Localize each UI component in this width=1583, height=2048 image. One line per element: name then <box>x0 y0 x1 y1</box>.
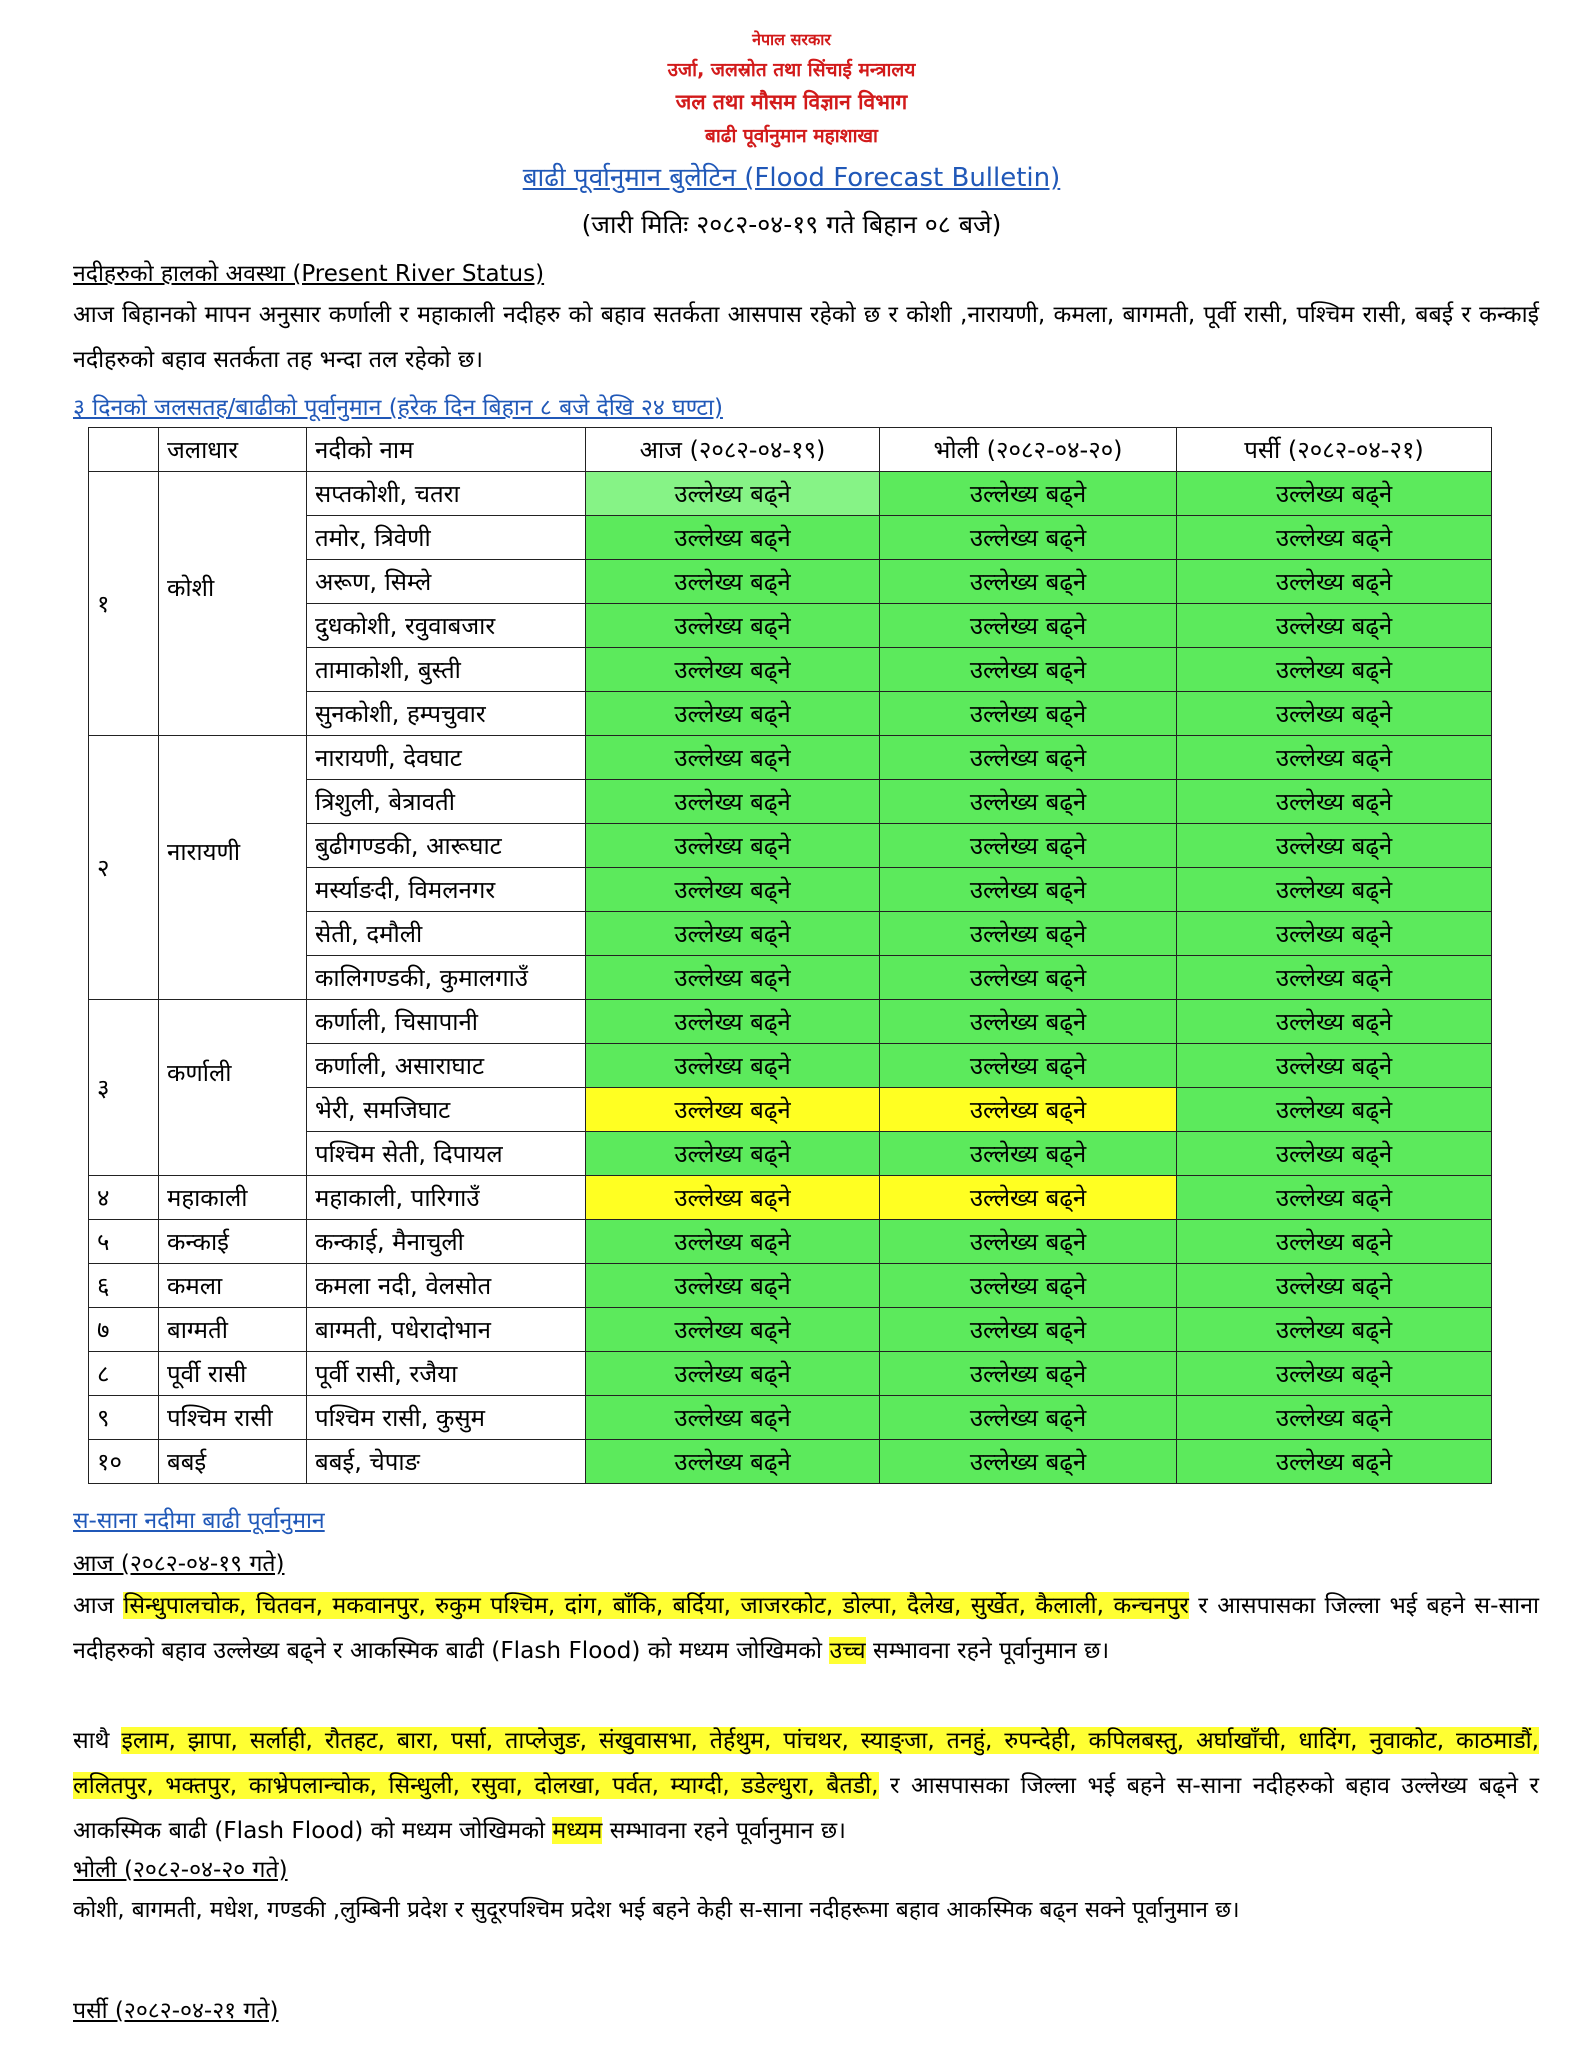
basin-number: ४ <box>89 1176 159 1220</box>
today-forecast-cell: उल्लेख्य बढ्ने <box>586 1088 880 1132</box>
basin-number: ७ <box>89 1308 159 1352</box>
today-forecast-cell: उल्लेख्य बढ्ने <box>586 1264 880 1308</box>
dayafter-forecast-cell: उल्लेख्य बढ्ने <box>1177 516 1492 560</box>
dayafter-forecast-cell: उल्लेख्य बढ्ने <box>1177 692 1492 736</box>
tomorrow-forecast-cell: उल्लेख्य बढ्ने <box>880 868 1177 912</box>
dayafter-forecast-cell: उल्लेख्य बढ्ने <box>1177 736 1492 780</box>
today-forecast-cell: उल्लेख्य बढ्ने <box>586 912 880 956</box>
basin-number: १० <box>89 1440 159 1484</box>
tomorrow-forecast-cell: उल्लेख्य बढ्ने <box>880 692 1177 736</box>
dayafter-forecast-cell: उल्लेख्य बढ्ने <box>1177 956 1492 1000</box>
tomorrow-forecast-cell: उल्लेख्य बढ्ने <box>880 1220 1177 1264</box>
tomorrow-forecast-cell: उल्लेख्य बढ्ने <box>880 1308 1177 1352</box>
table-row <box>89 1352 1492 1396</box>
tomorrow-forecast-cell: उल्लेख्य बढ्ने <box>880 560 1177 604</box>
river-station: कालिगण्डकी, कुमालगाउँ <box>307 956 586 1000</box>
today-forecast-cell: उल्लेख्य बढ्ने <box>586 1132 880 1176</box>
present-status-heading: नदीहरुको हालको अवस्था (Present River Status) <box>73 261 545 287</box>
dayafter-forecast-cell: उल्लेख्य बढ्ने <box>1177 560 1492 604</box>
dayafter-forecast-cell: उल्लेख्य बढ्ने <box>1177 1264 1492 1308</box>
today-forecast-cell: उल्लेख्य बढ्ने <box>586 604 880 648</box>
high-risk-districts: सिन्धुपालचोक, चितवन, मकवानपुर, रुकुम पश्चिम, दांग, बाँकि, बर्दिया, जाजरकोट, डोल्पा, दैलेख, सुर्खेत, कैलाली, कन्चनपुर <box>123 1592 1189 1619</box>
river-station: भेरी, समजिघाट <box>307 1088 586 1132</box>
today-medium-paragraph <box>73 1718 1539 1853</box>
high-risk-level: उच्च <box>829 1637 866 1664</box>
dayafter-forecast-cell: उल्लेख्य बढ्ने <box>1177 1308 1492 1352</box>
river-station: सुनकोशी, हम्पचुवार <box>307 692 586 736</box>
today-high-middle: र आसपासका जिल्ला भई बहने स-साना नदीहरुको बहाव उल्लेख्य बढ्ने र आकस्मिक बाढी (Flash Flood) को मध्यम जोखिमको <box>73 1592 1539 1664</box>
col-today-header: आज (२०८२-०४-१९) <box>586 428 880 472</box>
tomorrow-forecast-cell: उल्लेख्य बढ्ने <box>880 956 1177 1000</box>
tomorrow-forecast-cell: उल्लेख्य बढ्ने <box>880 1440 1177 1484</box>
river-station: महाकाली, पारिगाउँ <box>307 1176 586 1220</box>
today-forecast-cell: उल्लेख्य बढ्ने <box>586 1176 880 1220</box>
today-forecast-cell: उल्लेख्य बढ्ने <box>586 824 880 868</box>
tomorrow-forecast-cell: उल्लेख्य बढ्ने <box>880 472 1177 516</box>
basin-number: ३ <box>89 1000 159 1176</box>
basin-name: कमला <box>159 1264 307 1308</box>
forecast-table <box>88 427 1492 1484</box>
division-name: बाढी पूर्वानुमान महाशाखा <box>705 125 878 147</box>
dayafter-forecast-cell: उल्लेख्य बढ्ने <box>1177 1176 1492 1220</box>
river-station: तामाकोशी, बुस्ती <box>307 648 586 692</box>
today-forecast-cell: उल्लेख्य बढ्ने <box>586 1308 880 1352</box>
col-tomorrow-header: भोली (२०८२-०४-२०) <box>880 428 1177 472</box>
today-forecast-cell: उल्लेख्य बढ्ने <box>586 1440 880 1484</box>
river-station: कर्णाली, असाराघाट <box>307 1044 586 1088</box>
department-name: जल तथा मौसम विज्ञान विभाग <box>675 90 908 114</box>
river-station: पश्चिम रासी, कुसुम <box>307 1396 586 1440</box>
river-station: नारायणी, देवघाट <box>307 736 586 780</box>
tomorrow-forecast-cell: उल्लेख्य बढ्ने <box>880 1132 1177 1176</box>
river-station: पश्चिम सेती, दिपायल <box>307 1132 586 1176</box>
dayafter-forecast-cell: उल्लेख्य बढ्ने <box>1177 1044 1492 1088</box>
today-forecast-cell: उल्लेख्य बढ्ने <box>586 780 880 824</box>
tomorrow-text: कोशी, बागमती, मधेश, गण्डकी ,लुम्बिनी प्रदेश र सुदूरपश्चिम प्रदेश भई बहने केही स-साना नदीहरूमा बहाव आकस्मिक बढ्न सक्ने पूर्वानुमान छ। <box>73 1897 1240 1923</box>
river-station: मर्स्याङदी, विमलनगर <box>307 868 586 912</box>
dayafter-forecast-cell: उल्लेख्य बढ्ने <box>1177 912 1492 956</box>
table-row <box>89 736 1492 780</box>
today-high-paragraph <box>73 1583 1539 1673</box>
basin-number: १ <box>89 472 159 736</box>
govt-name: नेपाल सरकार <box>752 30 831 49</box>
dayafter-forecast-cell: उल्लेख्य बढ्ने <box>1177 1088 1492 1132</box>
river-station: कमला नदी, वेलसोत <box>307 1264 586 1308</box>
tomorrow-heading: भोली (२०८२-०४-२० गते) <box>73 1857 288 1883</box>
tomorrow-forecast-cell: उल्लेख्य बढ्ने <box>880 912 1177 956</box>
today-forecast-cell: उल्लेख्य बढ्ने <box>586 736 880 780</box>
dayafter-forecast-cell: उल्लेख्य बढ्ने <box>1177 1220 1492 1264</box>
basin-name: पूर्वी रासी <box>159 1352 307 1396</box>
dayafter-forecast-cell: उल्लेख्य बढ्ने <box>1177 824 1492 868</box>
today-medium-prefix: साथै <box>73 1727 110 1754</box>
dayafter-forecast-cell: उल्लेख्य बढ्ने <box>1177 1396 1492 1440</box>
forecast-heading: ३ दिनको जलसतह/बाढीको पूर्वानुमान (हरेक दिन बिहान ८ बजे देखि २४ घण्टा) <box>73 395 723 421</box>
tomorrow-forecast-cell: उल्लेख्य बढ्ने <box>880 780 1177 824</box>
today-high-suffix: सम्भावना रहने पूर्वानुमान छ। <box>873 1637 1110 1664</box>
today-forecast-cell: उल्लेख्य बढ्ने <box>586 1000 880 1044</box>
today-medium-middle: र आसपासका जिल्ला भई बहने स-साना नदीहरुको बहाव उल्लेख्य बढ्ने र आकस्मिक बाढी (Flash Flood) को मध्यम जोखिमको <box>73 1772 1540 1844</box>
river-station: सप्तकोशी, चतरा <box>307 472 586 516</box>
dayafter-forecast-cell: उल्लेख्य बढ्ने <box>1177 1000 1492 1044</box>
today-forecast-cell: उल्लेख्य बढ्ने <box>586 516 880 560</box>
dayafter-forecast-cell: उल्लेख्य बढ्ने <box>1177 868 1492 912</box>
river-station: दुधकोशी, रवुवाबजार <box>307 604 586 648</box>
table-row <box>89 1308 1492 1352</box>
dayafter-heading: पर्सी (२०८२-०४-२१ गते) <box>73 1998 279 2024</box>
today-forecast-cell: उल्लेख्य बढ्ने <box>586 1352 880 1396</box>
river-station: बुढीगण्डकी, आरूघाट <box>307 824 586 868</box>
basin-name: कन्काई <box>159 1220 307 1264</box>
tomorrow-forecast-cell: उल्लेख्य बढ्ने <box>880 516 1177 560</box>
today-forecast-cell: उल्लेख्य बढ्ने <box>586 1396 880 1440</box>
table-row <box>89 1000 1492 1044</box>
today-forecast-cell: उल्लेख्य बढ्ने <box>586 560 880 604</box>
basin-number: ८ <box>89 1352 159 1396</box>
today-forecast-cell: उल्लेख्य बढ्ने <box>586 472 880 516</box>
dayafter-forecast-cell: उल्लेख्य बढ्ने <box>1177 648 1492 692</box>
tomorrow-forecast-cell: उल्लेख्य बढ्ने <box>880 1088 1177 1132</box>
today-forecast-cell: उल्लेख्य बढ्ने <box>586 956 880 1000</box>
tomorrow-forecast-cell: उल्लेख्य बढ्ने <box>880 736 1177 780</box>
dayafter-forecast-cell: उल्लेख्य बढ्ने <box>1177 1352 1492 1396</box>
table-header-row <box>89 428 1492 472</box>
ministry-name: उर्जा, जलस्रोत तथा सिंचाई मन्त्रालय <box>667 59 916 81</box>
dayafter-forecast-cell: उल्लेख्य बढ्ने <box>1177 780 1492 824</box>
col-river-header: नदीको नाम <box>307 428 586 472</box>
dayafter-forecast-cell: उल्लेख्य बढ्ने <box>1177 472 1492 516</box>
river-station: कन्काई, मैनाचुली <box>307 1220 586 1264</box>
tomorrow-forecast-cell: उल्लेख्य बढ्ने <box>880 1352 1177 1396</box>
today-forecast-cell: उल्लेख्य बढ्ने <box>586 648 880 692</box>
tomorrow-forecast-cell: उल्लेख्य बढ्ने <box>880 604 1177 648</box>
issue-date: (जारी मितिः २०८२-०४-१९ गते बिहान ०८ बजे) <box>581 210 1002 239</box>
basin-number: ९ <box>89 1396 159 1440</box>
river-station: तमोर, त्रिवेणी <box>307 516 586 560</box>
basin-name: कोशी <box>159 472 307 736</box>
basin-name: महाकाली <box>159 1176 307 1220</box>
col-dayafter-header: पर्सी (२०८२-०४-२१) <box>1177 428 1492 472</box>
river-station: अरूण, सिम्ले <box>307 560 586 604</box>
basin-number: ६ <box>89 1264 159 1308</box>
river-station: बबई, चेपाङ <box>307 1440 586 1484</box>
today-medium-suffix: सम्भावना रहने पूर्वानुमान छ। <box>609 1817 846 1844</box>
table-row <box>89 1396 1492 1440</box>
today-heading: आज (२०८२-०४-१९ गते) <box>73 1551 285 1577</box>
present-status-text: आज बिहानको मापन अनुसार कर्णाली र महाकाली नदीहरु को बहाव सतर्कता आसपास रहेको छ र कोशी ,नारायणी, कमला, बागमती, पूर्वी रासी, पश्चिम रासी, बबई र कन्काई नदीहरुको बहाव सतर्कता तह भन्दा तल रहेको छ। <box>73 301 1539 373</box>
tomorrow-forecast-cell: उल्लेख्य बढ्ने <box>880 1176 1177 1220</box>
bulletin-title: बाढी पूर्वानुमान बुलेटिन (Flood Forecast Bulletin) <box>522 163 1061 193</box>
col-basin-header: जलाधार <box>159 428 307 472</box>
basin-number: २ <box>89 736 159 1000</box>
today-high-prefix: आज <box>73 1592 114 1619</box>
tomorrow-forecast-cell: उल्लेख्य बढ्ने <box>880 1000 1177 1044</box>
river-station: पूर्वी रासी, रजैया <box>307 1352 586 1396</box>
tomorrow-forecast-cell: उल्लेख्य बढ्ने <box>880 1264 1177 1308</box>
tomorrow-forecast-cell: उल्लेख्य बढ्ने <box>880 1044 1177 1088</box>
dayafter-forecast-cell: उल्लेख्य बढ्ने <box>1177 604 1492 648</box>
today-forecast-cell: उल्लेख्य बढ्ने <box>586 1044 880 1088</box>
tomorrow-forecast-cell: उल्लेख्य बढ्ने <box>880 648 1177 692</box>
small-rivers-heading: स-साना नदीमा बाढी पूर्वानुमान <box>73 1508 325 1534</box>
medium-risk-districts: इलाम, झापा, सर्लाही, रौतहट, बारा, पर्सा, ताप्लेजुङ, संखुवासभा, तेर्हथुम, पांचथर, स्याङ्जा, तनहुं, रुपन्देही, कपिलबस्तु, अर्घाखाँची, धादिंग, नुवाकोट, काठमाडौं, ललितपुर, भक्तपुर, काभ्रेपलान्चोक, सिन्धुली, रसुवा, दोलखा, पर्वत, म्याग्दी, डडेल्धुरा, बैतडी, <box>73 1727 1539 1799</box>
basin-name: नारायणी <box>159 736 307 1000</box>
today-forecast-cell: उल्लेख्य बढ्ने <box>586 868 880 912</box>
today-forecast-cell: उल्लेख्य बढ्ने <box>586 692 880 736</box>
tomorrow-forecast-cell: उल्लेख्य बढ्ने <box>880 1396 1177 1440</box>
basin-name: पश्चिम रासी <box>159 1396 307 1440</box>
basin-name: बाग्मती <box>159 1308 307 1352</box>
river-station: सेती, दमौली <box>307 912 586 956</box>
table-row <box>89 472 1492 516</box>
basin-number: ५ <box>89 1220 159 1264</box>
medium-risk-level: मध्यम <box>552 1817 603 1844</box>
dayafter-forecast-cell: उल्लेख्य बढ्ने <box>1177 1440 1492 1484</box>
today-forecast-cell: उल्लेख्य बढ्ने <box>586 1220 880 1264</box>
river-station: कर्णाली, चिसापानी <box>307 1000 586 1044</box>
table-row <box>89 1176 1492 1220</box>
tomorrow-forecast-cell: उल्लेख्य बढ्ने <box>880 824 1177 868</box>
basin-name: बबई <box>159 1440 307 1484</box>
basin-name: कर्णाली <box>159 1000 307 1176</box>
river-station: त्रिशुली, बेत्रावती <box>307 780 586 824</box>
river-station: बाग्मती, पधेरादोभान <box>307 1308 586 1352</box>
table-row <box>89 1440 1492 1484</box>
col-num-header <box>89 428 159 472</box>
table-row <box>89 1220 1492 1264</box>
dayafter-forecast-cell: उल्लेख्य बढ्ने <box>1177 1132 1492 1176</box>
table-row <box>89 1264 1492 1308</box>
